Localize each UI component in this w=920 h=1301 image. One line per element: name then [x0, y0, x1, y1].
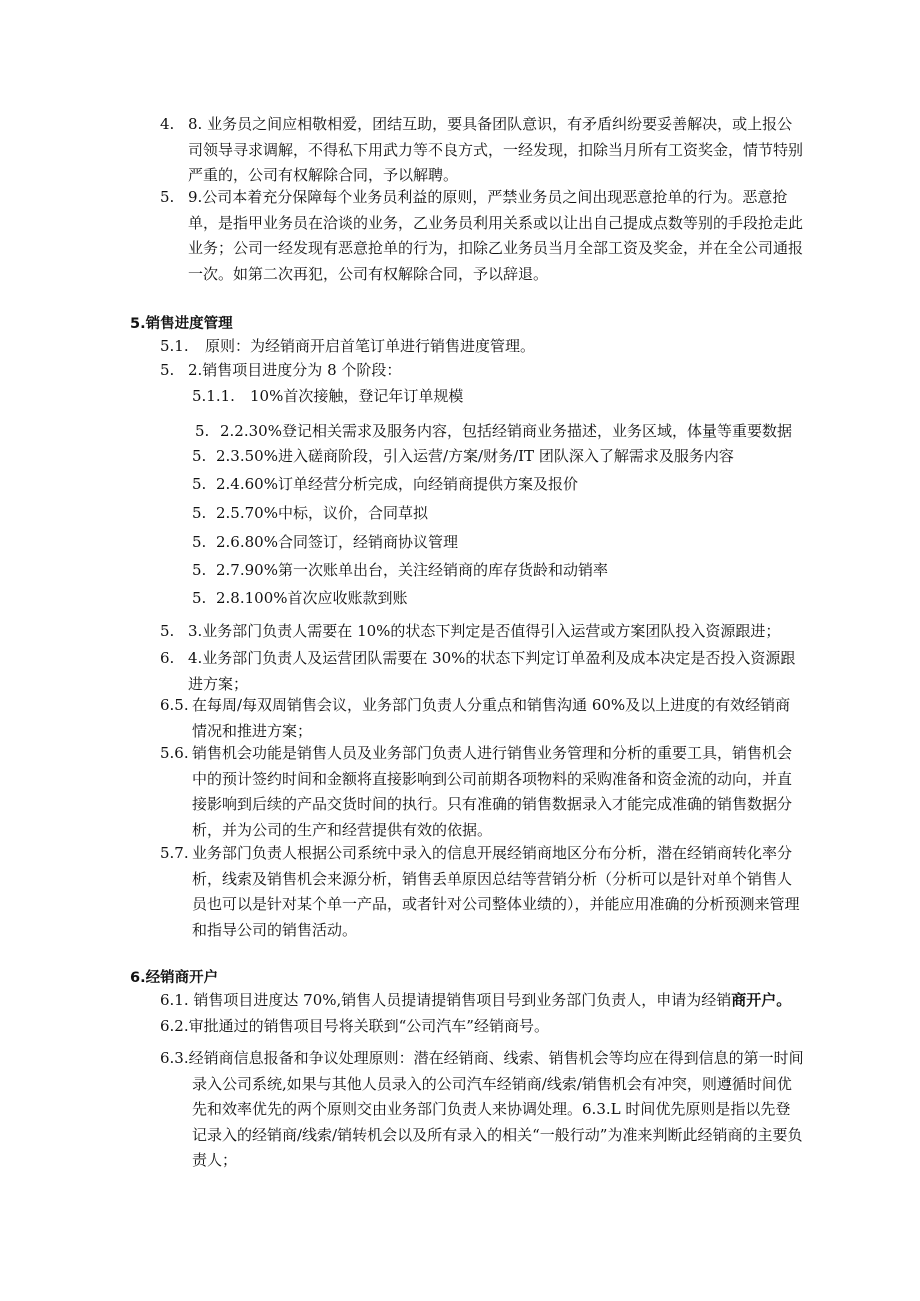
- list-number: 5.: [160, 188, 175, 206]
- stage-item-8: [192, 586, 816, 612]
- stage-item-5: [192, 501, 816, 527]
- list-item-4: [160, 112, 804, 189]
- clause-text: 4.业务部门负责人及运营团队需要在 30%的状态下判定订单盈利及成本决定是否投入资源跟进方案；: [188, 649, 796, 693]
- clause-6-1: [160, 988, 810, 1014]
- stage-text: 2.3.50%进入磋商阶段，引入运营/方案/财务/IT 团队深入了解需求及服务内容: [216, 447, 734, 465]
- list-text: 8. 业务员之间应相敬相爱，团结互助，要具备团队意识，有矛盾纠纷要妥善解决，或上报公司领导寻求调解，不得私下用武力等不良方式，一经发现，扣除当月所有工资奖金，情节特别严重的，公司有权解除合同，予以解聘。: [188, 115, 804, 184]
- stage-number: 5.: [192, 561, 207, 579]
- stage-text: 2.8.100%首次应收账款到账: [216, 589, 408, 607]
- clause-5-6: [160, 741, 804, 843]
- stage-item-2: [195, 419, 820, 445]
- stage-item-1: [192, 384, 810, 410]
- stage-item-3: [192, 444, 816, 470]
- clause-5-3: [160, 619, 804, 645]
- clause-text: 2.销售项目进度分为 8 个阶段：: [188, 361, 402, 379]
- clause-number: 5.: [160, 361, 175, 379]
- stage-item-4: [192, 472, 816, 498]
- clause-number: 6.5.: [160, 696, 189, 714]
- clause-5-5: [160, 693, 804, 744]
- clause-5-7: [160, 841, 804, 943]
- clause-text: 原则：为经销商开启首笔订单进行销售进度管理。: [205, 337, 536, 355]
- clause-text: 6.2.审批通过的销售项目号将关联到“公司汽车”经销商号。: [160, 1017, 549, 1035]
- stage-number: 5.1.1.: [192, 387, 235, 405]
- clause-text: 3.业务部门负责人需要在 10%的状态下判定是否值得引入运营或方案团队投入资源跟进；: [188, 622, 781, 640]
- stage-text: 2.7.90%第一次账单出台，关注经销商的库存货龄和动销率: [216, 561, 608, 579]
- clause-number: 5.6.: [160, 744, 189, 762]
- list-number: 4.: [160, 115, 175, 133]
- clause-5-2: [160, 358, 804, 384]
- clause-text: 在每周/每双周销售会议，业务部门负责人分重点和销售沟通 60%及以上进度的有效经销商情况和推进方案；: [192, 696, 791, 740]
- stage-number: 5.: [192, 589, 207, 607]
- clause-5-4: [160, 646, 804, 697]
- clause-text: 业务部门负责人根据公司系统中录入的信息开展经销商地区分布分析，潜在经销商转化率分析，线索及销售机会来源分析，销售丢单原因总结等营销分析（分析可以是针对单个销售人员也可以是针对某个单一产品，或者针对公司整体业绩的），并能应用准确的分析预测来管理和指导公司的销售活动。: [192, 844, 800, 939]
- clause-text: 6.3.经销商信息报备和争议处理原则：潜在经销商、线索、销售机会等均应在得到信息的第一时间录入公司系统,如果与其他人员录入的公司汽车经销商/线索/销售机会有冲突，则遵循时间优先和效率优先的两个原则交由业务部门负责人来协调处理。6.3.L 时间优先原则是指以先登记录入的经销商/线索/销转机会以及所有录入的相关“一般行动”为准来判断此经销商的主要负责人；: [160, 1049, 804, 1169]
- clause-number: 5.: [160, 622, 175, 640]
- clause-6-2: [160, 1014, 810, 1040]
- stage-number: 5.: [192, 504, 207, 522]
- stage-item-7: [192, 558, 816, 584]
- clause-5-1: [160, 334, 805, 360]
- clause-text: 销售机会功能是销售人员及业务部门负责人进行销售业务管理和分析的重要工具，销售机会中的预计签约时间和金额将直接影响到公司前期各项物料的采购准备和资金流的动向，并直接影响到后续的产品交货时间的执行。只有准确的销售数据录入才能完成准确的销售数据分析，并为公司的生产和经营提供有效的依据。: [192, 744, 793, 839]
- section-heading-5: 5.销售进度管理: [130, 316, 233, 332]
- clause-emphasis: 商开户。: [731, 991, 792, 1009]
- stage-number: 5.: [192, 533, 207, 551]
- section-heading-6: 6.经销商开户: [130, 970, 219, 986]
- stage-number: 5.: [192, 475, 207, 493]
- stage-number: 5.: [192, 447, 207, 465]
- stage-text: 2.2.30%登记相关需求及服务内容，包括经销商业务描述，业务区域，体量等重要数据: [220, 422, 792, 440]
- stage-item-6: [192, 530, 816, 556]
- stage-text: 2.5.70%中标，议价，合同草拟: [216, 504, 428, 522]
- clause-number: 5.7.: [160, 844, 189, 862]
- list-text: 9.公司本着充分保障每个业务员利益的原则，严禁业务员之间出现恶意抢单的行为。恶意抢单，是指甲业务员在洽谈的业务，乙业务员利用关系或以让出自己提成点数等别的手段抢走此业务；公司一经发现有恶意抢单的行为，扣除乙业务员当月全部工资及奖金，并在全公司通报一次。如第二次再犯，公司有权解除合同，予以辞退。: [188, 188, 804, 283]
- clause-number: 5.1.: [160, 337, 189, 355]
- stage-number: 5.: [195, 422, 210, 440]
- stage-text: 10%首次接触，登记年订单规模: [250, 387, 464, 405]
- stage-text: 2.4.60%订单经营分析完成，向经销商提供方案及报价: [216, 475, 578, 493]
- list-item-5: [160, 185, 804, 287]
- clause-text: 6.1. 销售项目进度达 70%,销售人员提请提销售项目号到业务部门负责人，申请为经销: [160, 991, 732, 1009]
- stage-text: 2.6.80%合同签订，经销商协议管理: [216, 533, 458, 551]
- clause-number: 6.: [160, 649, 175, 667]
- clause-6-3: [160, 1046, 804, 1174]
